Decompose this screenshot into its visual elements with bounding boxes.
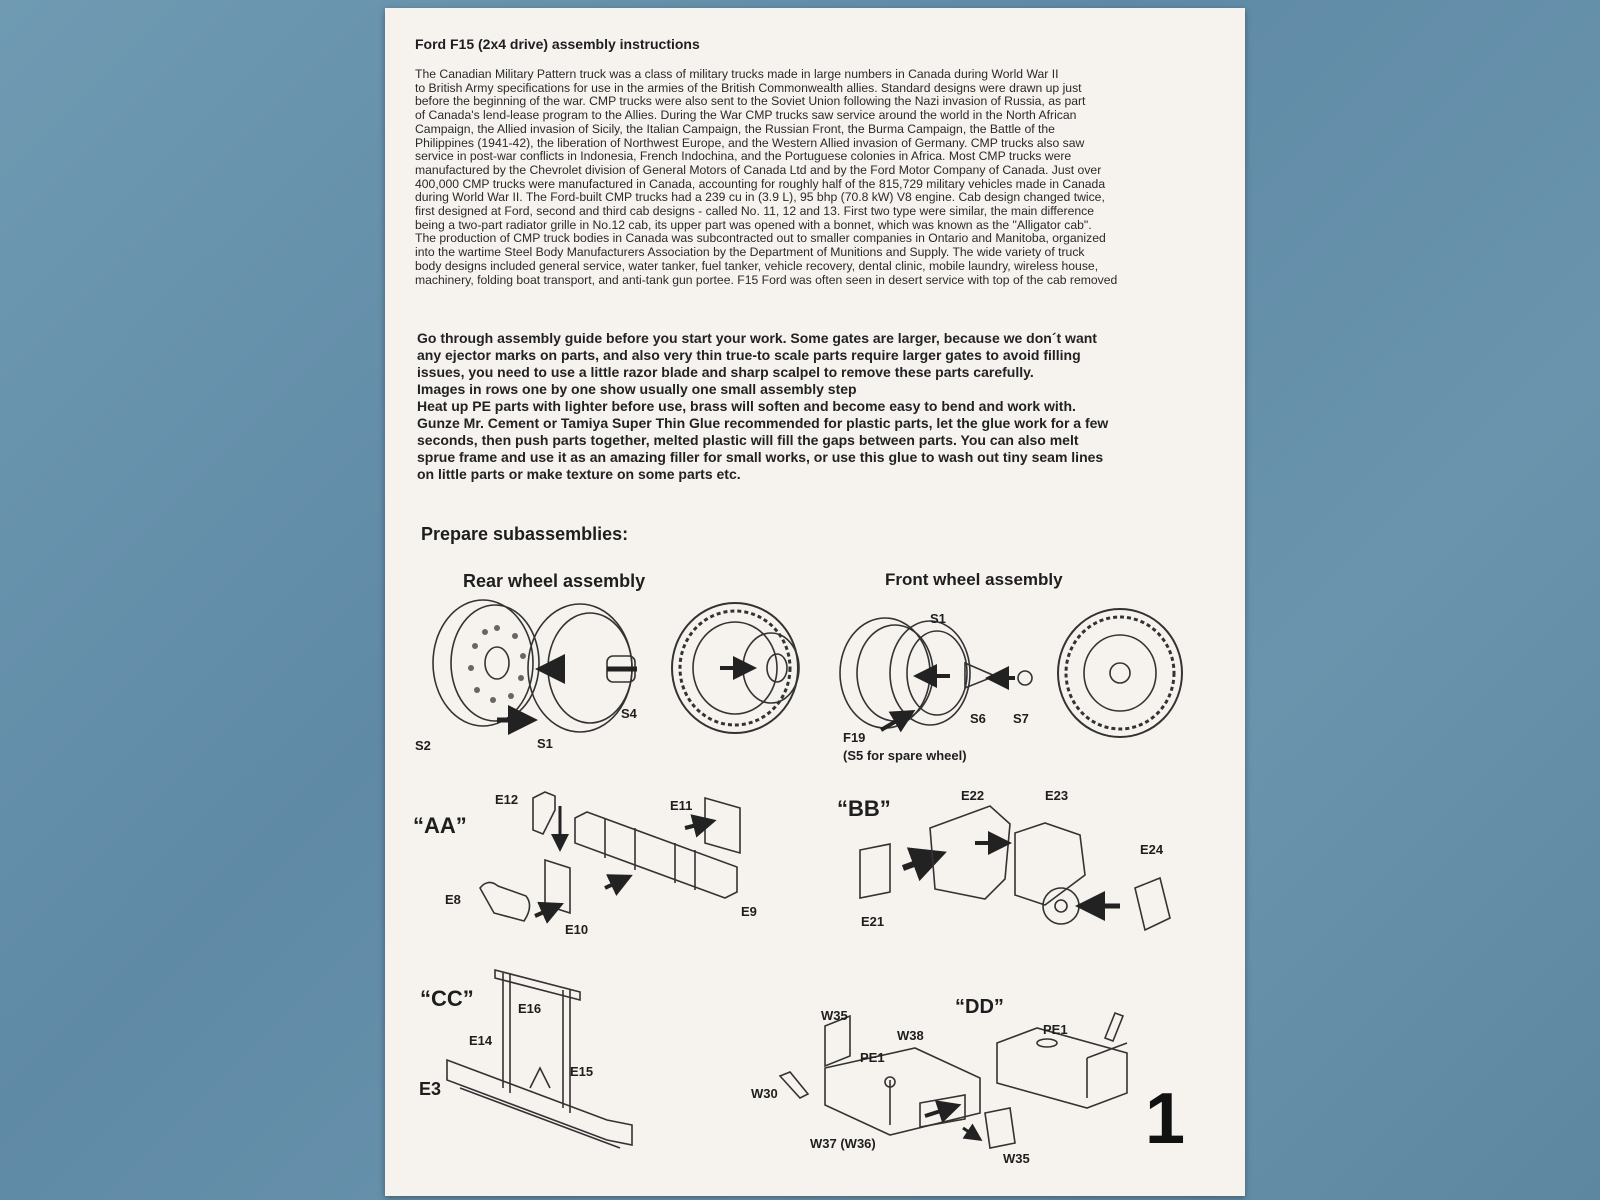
aa-diagram (480, 792, 740, 921)
guide-line: Gunze Mr. Cement or Tamiya Super Thin Glue recommended for plastic parts, let the glue work for a few (417, 415, 1109, 431)
label-e11: E11 (670, 798, 693, 813)
part-e3-beam (447, 1060, 632, 1145)
intro-line: 400,000 CMP trucks were manufactured in Canada, accounting for roughly half of the 815,729 military vehicles made in Canada (415, 176, 1106, 191)
label-s4: S4 (621, 706, 637, 721)
label-e12: E12 (495, 792, 519, 807)
guide-line: on little parts or make texture on some parts etc. (417, 466, 741, 482)
guide-line: seconds, then push parts together, melted plastic will fill the gaps between parts. You can also melt (417, 432, 1079, 448)
dd-labels (751, 996, 1068, 1166)
guide-line: Go through assembly guide before you start your work. Some gates are larger, because we don´t want (417, 330, 1097, 346)
label-e10: E10 (565, 922, 589, 937)
label-pe1-tank: PE1 (1043, 1022, 1068, 1037)
part-w35-side (825, 1016, 850, 1066)
part-w35-bottom (985, 1108, 1015, 1148)
tank-filler (1105, 1013, 1123, 1041)
guide-line: Images in rows one by one show usually one small assembly step (417, 381, 857, 397)
intro-line: The production of CMP truck bodies in Canada was subcontracted out to smaller companies in Ontario and Manitoba, organized (415, 231, 1106, 246)
rim-s2-outer (433, 600, 533, 726)
label-f19: F19 (843, 730, 866, 745)
assembly-diagrams (385, 8, 1245, 1196)
intro-line: machinery, folding boat transport, and anti-tank gun portee. F15 Ford was often seen in desert service with top of the cab removed (415, 272, 1118, 287)
front-wheel-diagram (840, 609, 1182, 737)
instruction-sheet (385, 8, 1245, 1196)
lug-holes (468, 625, 526, 703)
label-e3: E3 (419, 1079, 442, 1099)
rear-wheel-diagram (433, 600, 799, 733)
front-wheel-heading: Front wheel assembly (885, 570, 1063, 589)
part-e16 (495, 970, 580, 1000)
label-w38: W38 (897, 1028, 924, 1043)
rear-wheel-labels (415, 706, 638, 753)
label-e24: E24 (1140, 842, 1164, 857)
intro-line: manufactured by the Chevrolet division of General Motors of Canada Ltd and by the Ford Motor Company of Canada. Just over (415, 162, 1102, 177)
label-e16: E16 (518, 1001, 542, 1016)
intro-line: first designed at Ford, second and third cab designs - called No. 11, 12 and 13. First two type were similar, the main difference (415, 204, 1095, 219)
intro-line: into the wartime Steel Body Manufacturers Association by the Department of Munitions and Supply. The wide variety of truck (415, 245, 1085, 260)
label-e21: E21 (861, 914, 885, 929)
cc-title: “CC” (420, 986, 474, 1011)
label-spare-note: (S5 for spare wheel) (843, 748, 967, 763)
intro-line: The Canadian Military Pattern truck was a class of military trucks made in large numbers in Canada during World War II (415, 67, 1059, 81)
part-e10 (545, 860, 570, 913)
page-title: Ford F15 (2x4 drive) assembly instructions (415, 36, 700, 52)
label-e9: E9 (741, 904, 757, 919)
part-e12 (533, 792, 555, 834)
part-e24 (1135, 878, 1170, 930)
rim-s2-inner (451, 605, 539, 721)
intro-line: body designs included general service, water tanker, fuel tanker, vehicle recovery, dental clinic, mobile laundry, wireless house, (415, 258, 1099, 273)
rear-wheel-heading: Rear wheel assembly (463, 571, 646, 591)
cc-diagram (447, 970, 632, 1148)
intro-line: Campaign, the Allied invasion of Sicily, the Italian Campaign, the Russian Front, the Burma Campaign, the Battle of the (415, 121, 1055, 136)
intro-line: during World War II. The Ford-built CMP trucks had a 239 cu in (3.9 L), 95 bhp (70.8 kW) V8 engine. Cab design changed twice, (415, 190, 1105, 205)
intro-line: being a two-part radiator grille in No.12 cab, its upper part was opened with a bonnet, which was known as the "Alligator cab". (415, 217, 1092, 232)
front-wheel-labels (843, 611, 1029, 763)
label-pe1-box: PE1 (860, 1050, 885, 1065)
dd-diagram (780, 1013, 1127, 1148)
guide-line: issues, you need to use a little razor blade and sharp scalpel to remove these parts carefully. (417, 364, 1034, 380)
label-w30: W30 (751, 1086, 778, 1101)
label-s6: S6 (970, 711, 986, 726)
intro-line: service in post-war conflicts in Indonesia, French Indochina, and the Portuguese colonies in Africa. Most CMP trucks were (415, 149, 1072, 164)
label-e15: E15 (570, 1064, 594, 1079)
part-e22 (930, 806, 1010, 899)
label-w35-bottom: W35 (1003, 1151, 1030, 1166)
part-e8 (480, 882, 530, 921)
intro-line: of Canada's lend-lease program to the Allies. During the War CMP trucks saw service around the world in the North African (415, 108, 1077, 123)
part-w38-box (825, 1048, 980, 1135)
label-w35-top: W35 (821, 1008, 848, 1023)
intro-line: to British Army specifications for use in the armies of the British Commonwealth allies. Standard designs were drawn up just (415, 80, 1082, 95)
label-e8: E8 (445, 892, 461, 907)
bb-diagram (860, 806, 1170, 930)
hub-hole (485, 647, 509, 679)
subassemblies-heading: Prepare subassemblies: (421, 524, 629, 544)
part-e9-spring (575, 812, 737, 898)
guide-line: any ejector marks on parts, and also very thin true-to scale parts require larger gates to avoid filling (417, 347, 1081, 363)
guide-line: Heat up PE parts with lighter before use, brass will soften and become easy to bend and work with. (417, 398, 1076, 414)
label-w37: W37 (W36) (810, 1136, 876, 1151)
intro-line: Philippines (1941-42), the liberation of Northwest Europe, and the Western Allied invasion of Germany. CMP trucks also saw (415, 135, 1085, 150)
part-e11 (705, 798, 740, 853)
part-w30 (780, 1072, 808, 1098)
label-s7: S7 (1013, 711, 1029, 726)
dd-title: “DD” (955, 996, 1004, 1018)
aa-title: “AA” (413, 813, 467, 838)
fuel-tank (997, 1028, 1127, 1108)
label-e14: E14 (469, 1033, 493, 1048)
label-e23: E23 (1045, 788, 1069, 803)
guide-line: sprue frame and use it as an amazing filler for small works, or use this glue to wash out tiny seam lines (417, 449, 1104, 465)
bb-title: “BB” (837, 796, 891, 821)
intro-line: before the beginning of the war. CMP trucks were also sent to the Soviet Union following the Nazi invasion of Russia, as part (415, 94, 1086, 109)
part-e21 (860, 844, 890, 898)
label-s1: S1 (537, 736, 553, 751)
label-s1-front: S1 (930, 611, 946, 626)
label-e22: E22 (961, 788, 985, 803)
label-s2: S2 (415, 738, 431, 753)
page-number: 1 (1145, 1079, 1186, 1159)
